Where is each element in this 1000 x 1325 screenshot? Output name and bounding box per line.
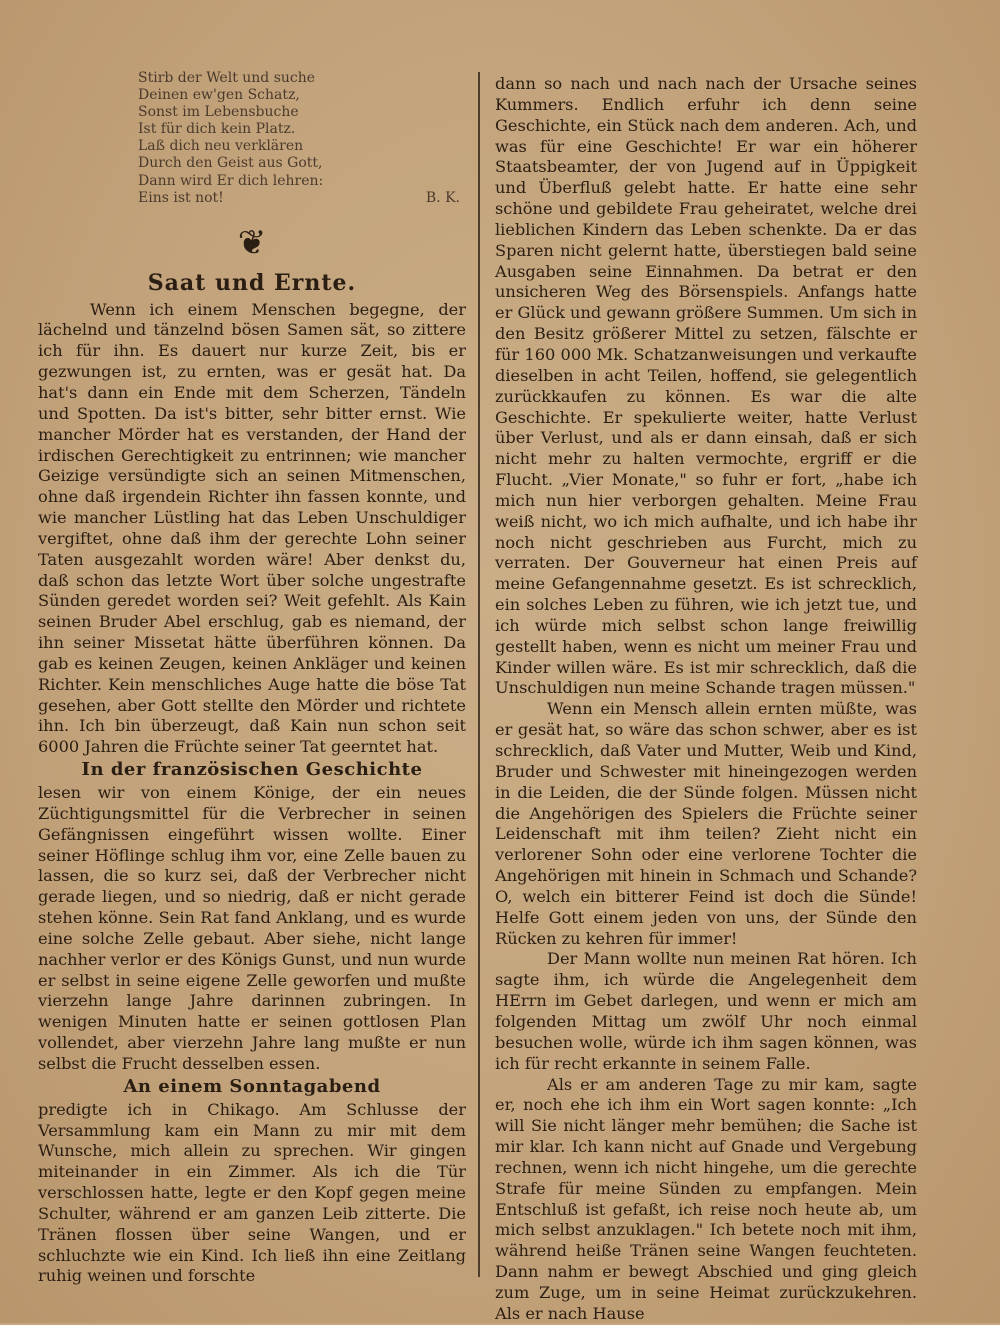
ornament-icon: ❦ (237, 222, 267, 263)
article-paragraph: Wenn ein Mensch allein ernten müßte, was er gesät hat, so wäre das schon schwer, aber es ist schrecklich, daß Vater und Mutter, Weib und Kind, Bruder und Schwester mit hineingezogen werden in die Leiden, die der Sünde folgen. Müssen nicht die Angehörigen des Spielers die Früchte seiner Leidenschaft mit ihm teilen? Zieht nicht ein verlorener Sohn oder eine verlorene Tochter die Angehörigen mit hinein in Schmach und Schande? O, welch ein bitterer Feind ist doch die Sünde! Helfe Gott einem jeden von uns, der Sünde den Rücken zu kehren für immer! (495, 699, 917, 948)
poem-line: Ist für dich kein Platz. (138, 121, 296, 138)
poem-line: Durch den Geist aus Gott, (138, 155, 323, 172)
poem-signature: B. K. (425, 189, 460, 206)
subheading: In der französischen Geschichte (81, 759, 423, 781)
poem-line: Deinen ew'gen Schatz, (138, 87, 300, 104)
column-divider (478, 72, 480, 1277)
poem-line: Dann wird Er dich lehren: (138, 172, 324, 189)
poem-line: Stirb der Welt und suche (138, 70, 316, 86)
article-paragraph: Als er am anderen Tage zu mir kam, sagte er, noch ehe ich ihm ein Wort sagen konnte: „Ich will Sie nicht länger mehr bemühen; die Sache ist mir klar. Ich kann nicht auf Gnade und Vergebung rechnen, wenn ich nicht hingehe, um die gerechte Strafe für meine Sünden zu empfangen. Mein Entschluß ist gefaßt, ich reise noch heute ab, um mich selbst anzuklagen." Ich betete noch mit ihm, während heiße Tränen seine Wangen feuchteten. Dann nahm er bewegt Abschied und ging gleich zum Zuge, um in seine Heimat zurückzukehren. Als er nach Hause (495, 1074, 917, 1323)
article-paragraph: lesen wir von einem Könige, der ein neues Züchtigungsmittel für die Verbrecher in seinen Gefängnissen eingeführt wissen wollte. Einer seiner Höflinge schlug ihm vor, eine Zelle bauen zu lassen, die so kurz sei, daß der Verbrecher nicht gerade liegen, und so niedrig, daß er nicht gerade stehen könne. Sein Rat fand Anklang, und es wurde eine solche Zelle gebaut. Aber siehe, nicht lange nachher verlor er des Königs Gunst, und nun wurde er selbst in seine eigene Zelle geworfen und mußte vierzehn lange Jahre darinnen zubringen. In wenigen Minuten hatte er seinen gottlosen Plan vollendet, aber vierzehn Jahre lang mußte er nun selbst die Frucht desselben essen. (38, 783, 466, 1073)
poem-line: Eins ist not! (138, 189, 224, 206)
poem-line: Sonst im Lebensbuche (138, 104, 299, 121)
article-paragraph: Wenn ich einem Menschen begegne, der lächelnd und tänzelnd bösen Samen sät, so zittere ich für ihn. Es dauert nur kurze Zeit, bis er gezwungen ist, zu ernten, was er gesät hat. Da hat's dann ein Ende mit dem Scherzen, Tändeln und Spotten. Da ist's bitter, sehr bitter ernst. Wie mancher Mörder hat es verstanden, der Hand der irdischen Gerechtigkeit zu entrinnen; wie mancher Geizige versündigte sich an seinen Mitmenschen, ohne daß irgendein Richter ihn fassen konnte, und wie mancher Lüstling hat das Leben Unschuldiger vergiftet, ohne daß ihm der gerechte Lohn seiner Taten ausgezahlt worden wäre! Aber denkst du, daß schon das letzte Wort über solche ungestrafte Sünden geredet worden sei? Weit gefehlt. Als Kain seinen Bruder Abel erschlug, gab es niemand, der ihn seiner Missetat hätte überführen können. Da gab es keinen Zeugen, keinen Ankläger und keinen Richter. Kein menschliches Auge hatte die böse Tat gesehen, aber Gott stellte den Mörder und richtete ihn. Ich bin überzeugt, daß Kain nun schon seit 6000 Jahren die Früchte seiner Tat geerntet hat. (38, 299, 466, 757)
poem (138, 70, 460, 207)
article-paragraph: dann so nach und nach nach der Ursache seines Kummers. Endlich erfuhr ich denn seine Geschichte, ein Stück nach dem anderen. Ach, und was für eine Geschichte! Er war ein höherer Staatsbeamter, der von Jugend auf in Üppigkeit und Überfluß gelebt hatte. Er hatte eine sehr schöne und gebildete Frau geheiratet, welche drei lieblichen Kindern das Leben schenkte. Da er das Sparen nicht gelernt hatte, überstiegen bald seine Ausgaben seine Einnahmen. Da betrat er den unsicheren Weg des Börsenspiels. Anfangs hatte er Glück und gewann größere Summen. Um sich in den Besitz größerer Mittel zu setzen, fälschte er für 160 000 Mk. Schatzanweisungen und verkaufte dieselben in acht Teilen, hoffend, sie gelegentlich zurückkaufen zu können. Es war die alte Geschichte. Er spekulierte weiter, hatte Verlust über Verlust, und als er dann einsah, daß er sich nicht mehr zu halten vermochte, ergriff er die Flucht. „Vier Monate," so fuhr er fort, „habe ich mich nun hier verborgen gehalten. Meine Frau weiß nicht, wo ich mich aufhalte, und ich habe ihr noch nicht geschrieben aus Furcht, mich zu verraten. Der Gouverneur hat einen Preis auf meine Gefangennahme gesetzt. Es ist schrecklich, ein solches Leben zu führen, wie ich jetzt tue, und ich würde mich selbst schon lange freiwillig gestellt haben, wenn es nicht um meiner Frau und Kinder willen wäre. Es ist mir schrecklich, daß die Unschuldigen nun meine Schande tragen müssen." (495, 74, 917, 698)
article-paragraph: predigte ich in Chikago. Am Schlusse der Versammlung kam ein Mann zu mir mit dem Wunsche, mich allein zu sprechen. Wir gingen miteinander in ein Zimmer. Als ich die Tür verschlossen hatte, legte er den Kopf gegen meine Schulter, während er am ganzen Leib zitterte. Die Tränen flossen über seine Wangen, und er schluchzte wie ein Kind. Ich ließ ihn eine Zeitlang ruhig weinen und forschte (38, 1099, 466, 1286)
article-paragraph: Der Mann wollte nun meinen Rat hören. Ich sagte ihm, ich würde die Angelegenheit dem HErrn im Gebet darlegen, und wenn er mich am folgenden Mittag um zwölf Uhr noch einmal besuchen wolle, würde ich ihm sagen können, was ich für recht erkannte in seinem Falle. (495, 949, 917, 1073)
subheading: An einem Sonntagabend (123, 1075, 381, 1097)
poem-last-line (138, 190, 460, 207)
article-title: Saat und Ernte. (147, 269, 357, 296)
right-column (495, 74, 917, 1325)
poem-line: Laß dich neu verklären (138, 138, 304, 155)
left-column (38, 70, 466, 1287)
